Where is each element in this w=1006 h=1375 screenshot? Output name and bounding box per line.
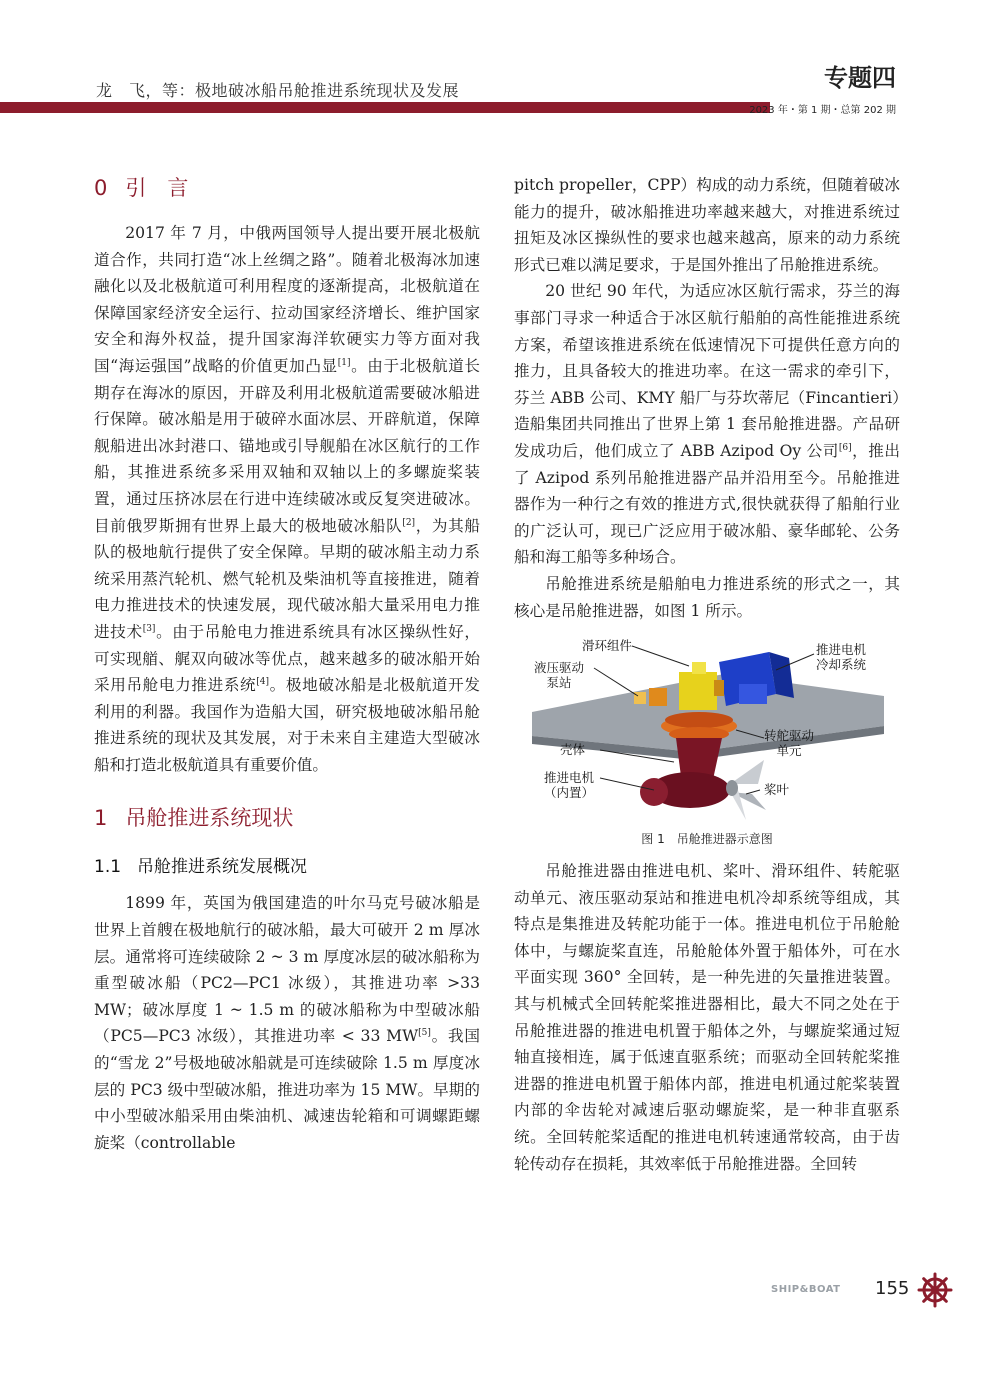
subsection-number: 1.1	[94, 857, 122, 878]
citation[interactable]: [2]	[402, 517, 416, 528]
label-hydraulic-pump: 液压驱动 泵站	[534, 660, 585, 691]
section-title: 引 言	[125, 176, 189, 200]
citation[interactable]: [6]	[838, 442, 852, 453]
page-number: 155	[875, 1278, 910, 1299]
label-slip-ring: 滑环组件	[582, 638, 633, 654]
figure-1	[514, 634, 900, 822]
paragraph-continued: pitch propeller，CPP）构成的动力系统，但随着破冰能力的提升，破冰船推进功率越来越大，对推进系统过扭矩及冰区操纵性的要求也越来越高，原来的动力系统形式已难以满足要求，于是国外推出了吊舱推进系统。	[514, 176, 900, 274]
pod-intro-paragraph: 吊舱推进系统是船舶电力推进系统的形式之一，其核心是吊舱推进器，如图 1 所示。	[514, 574, 900, 620]
intro-paragraph: 2017 年 7 月，中俄两国领导人提出要开展北极航道合作，共同打造“冰上丝绸之路”。随着北极海冰加速融化以及北极航道可利用程度的逐渐提高，北极航道在保障国家经济安全运行、拉动国家经济增长、维护国家安全和海外权益，提升国家海洋软硬实力等方面对我国“海运强国”战略的价值更加凸显[1]。由于北极航道长期存在海冰的原因，开辟及利用北极航道需要破冰船进行保障。破冰船是用于破碎水面冰层、开辟航道，保障舰船进出冰封港口、锚地或引导舰船在冰区航行的工作船，其推进系统多采用双轴和双轴以上的多螺旋桨装置，通过压挤冰层在行进中连续破冰或反复突进破冰。目前俄罗斯拥有世界上最大的极地破冰船队[2]，为其船队的极地航行提供了安全保障。早期的破冰船主动力系统采用蒸汽轮机、燃气轮机及柴油机等直接推进，随着电力推进技术的快速发展，现代破冰船大量采用电力推进技术[3]。由于吊舱电力推进系统具有冰区操纵性好，可实现艏、艉双向破冰等优点，越来越多的破冰船开始采用吊舱电力推进系统[4]。极地破冰船是北极航道开发利用的利器。我国作为造船大国，研究极地破冰船吊舱推进系统的现状及其发展，对于未来自主建造大型破冰船和打造北极航道具有重要价值。	[94, 224, 480, 774]
section-label: 专题四	[824, 64, 896, 92]
section-0-heading	[94, 168, 480, 208]
label-shell: 壳体	[560, 742, 586, 758]
subsection-1-1-heading	[94, 852, 480, 882]
citation[interactable]: [3]	[142, 623, 156, 634]
label-propulsion-motor: 推进电机 （内置）	[544, 770, 595, 801]
citation[interactable]: [1]	[337, 357, 351, 368]
running-title: 龙 飞，等：极地破冰船吊舱推进系统现状及发展	[96, 81, 460, 100]
section-title: 吊舱推进系统现状	[125, 806, 294, 831]
label-steering-unit: 转舵驱动 单元	[764, 728, 815, 759]
composition-paragraph: 吊舱推进器由推进电机、桨叶、滑环组件、转舵驱动单元、液压驱动泵站和推进电机冷却系统等组成，其特点是集推进及转舵功能于一体。推进电机位于吊舱舱体中，与螺旋桨直连，吊舱舱体外置于船体外，可在水平面实现 360° 全回转，是一种先进的矢量推进装置。其与机械式全回转舵桨推进器相比，最大不同之处在于吊舱推进器的推进电机置于船体之外，与螺旋桨通过短轴直接相连，属于低速直驱系统；而驱动全回转舵桨推进器的推进电机置于船体内部，推进电机通过舵桨装置内部的伞齿轮对减速后驱动螺旋桨，是一种非直驱系统。全回转舵桨适配的推进电机转速通常较高，由于齿轮传动存在损耗，其效率低于吊舱推进器。全回转	[514, 862, 900, 1173]
ship-wheel-icon	[917, 1272, 953, 1308]
journal-brand: SHIP&BOAT	[771, 1284, 841, 1295]
header-bar	[0, 102, 770, 113]
section-1-heading	[94, 798, 480, 838]
figure-caption: 图 1 吊舱推进器示意图	[641, 832, 773, 847]
history-paragraph: 1899 年，英国为俄国建造的叶尔马克号破冰船是世界上首艘在极地航行的破冰船，最大可破开 2 m 厚冰层。通常将可连续破除 2 ~ 3 m 厚度冰层的破冰船称为重型破冰船（PC2—PC1 冰级），其推进功率 >33 MW；破冰厚度 1 ~ 1.5 m 的破冰船称为中型破冰船（PC5—PC3 冰级），其推进功率 < 33 MW[5]。我国的“雪龙 2”号极地破冰船就是可连续破除 1.5 m 厚度冰层的 PC3 级中型破冰船，推进功率为 15 MW。早期的中小型破冰船采用由柴油机、减速齿轮箱和可调螺距螺旋桨（controllable	[94, 894, 480, 1152]
left-column	[94, 168, 480, 1156]
issue-info: 2023 年・第 1 期・总第 202 期	[749, 105, 896, 116]
section-number: 0	[94, 176, 108, 200]
subsection-title: 吊舱推进系统发展概况	[137, 857, 308, 878]
citation[interactable]: [5]	[418, 1028, 431, 1039]
section-number: 1	[94, 806, 108, 831]
right-column	[514, 172, 900, 1177]
citation[interactable]: [4]	[256, 677, 270, 688]
label-propeller-blade: 桨叶	[764, 782, 790, 798]
finland-paragraph: 20 世纪 90 年代，为适应冰区航行需求，芬兰的海事部门寻求一种适合于冰区航行船舶的高性能推进系统方案，希望该推进系统在低速情况下可提供任意方向的推力，且具备较大的推进功率。在这一需求的牵引下，芬兰 ABB 公司、KMY 船厂与芬坎蒂尼（Fincantieri）造船集团共同推出了世界上第 1 套吊舱推进器。产品研发成功后，他们成立了 ABB Azipod Oy 公司[6]，推出了 Azipod 系列吊舱推进器产品并沿用至今。吊舱推进器作为一种行之有效的推进方式,很快就获得了船舶行业的广泛认可，现已广泛应用于破冰船、豪华邮轮、公务船和海工船等多种场合。	[514, 282, 900, 567]
label-motor-cooling: 推进电机 冷却系统	[816, 642, 867, 673]
